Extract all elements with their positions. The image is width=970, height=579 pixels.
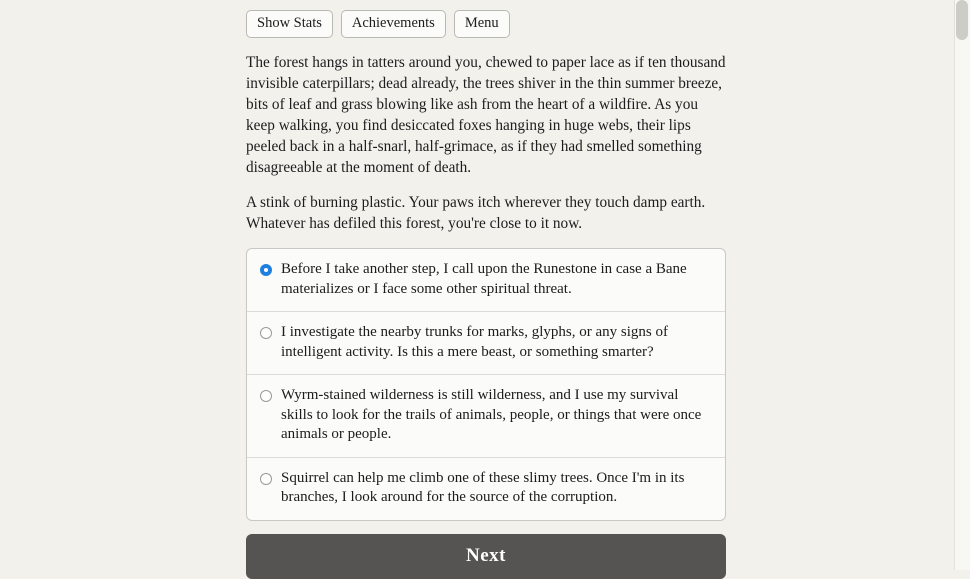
radio-button[interactable]: [260, 264, 272, 276]
next-button[interactable]: Next: [246, 534, 726, 579]
list-item[interactable]: [247, 458, 725, 520]
page-scrollbar-thumb[interactable]: [956, 0, 968, 40]
story-paragraph: A stink of burning plastic. Your paws itch wherever they touch damp earth. Whatever has defiled this forest, you're close to it now.: [246, 194, 706, 233]
list-item[interactable]: [247, 312, 725, 375]
show-stats-button[interactable]: Show Stats: [246, 10, 333, 38]
choice-label: Before I take another step, I call upon the Runestone in case a Bane materializes or I face some other spiritual threat.: [281, 261, 687, 297]
choice-label: I investigate the nearby trunks for marks, glyphs, or any signs of intelligent activity. Is this a mere beast, or something smarter?: [281, 324, 669, 360]
story-text: [246, 52, 726, 235]
radio-button[interactable]: [260, 390, 272, 402]
page-scrollbar[interactable]: [954, 0, 970, 570]
game-content: [246, 0, 726, 579]
story-paragraph: The forest hangs in tatters around you, chewed to paper lace as if ten thousand invisible caterpillars; dead already, the trees shiver in the thin summer breeze, bits of leaf and grass blowing like ash from the heart of a wildfire. As you keep walking, you find desiccated foxes hanging in huge webs, their lips peeled back in a half-snarl, half-grimace, as if they had smelled something disagreeable at the moment of death.: [246, 53, 726, 177]
choice-label: Wyrm-stained wilderness is still wilderness, and I use my survival skills to look for the trails of animals, people, or things that were once animals or people.: [281, 387, 702, 443]
list-item[interactable]: [247, 249, 725, 312]
radio-button[interactable]: [260, 473, 272, 485]
game-toolbar: [246, 0, 726, 38]
radio-button[interactable]: [260, 327, 272, 339]
choice-list: [246, 248, 726, 521]
list-item[interactable]: [247, 375, 725, 458]
choice-label: Squirrel can help me climb one of these slimy trees. Once I'm in its branches, I look around for the source of the corruption.: [281, 469, 685, 506]
achievements-button[interactable]: Achievements: [341, 10, 446, 38]
menu-button[interactable]: Menu: [454, 10, 510, 38]
